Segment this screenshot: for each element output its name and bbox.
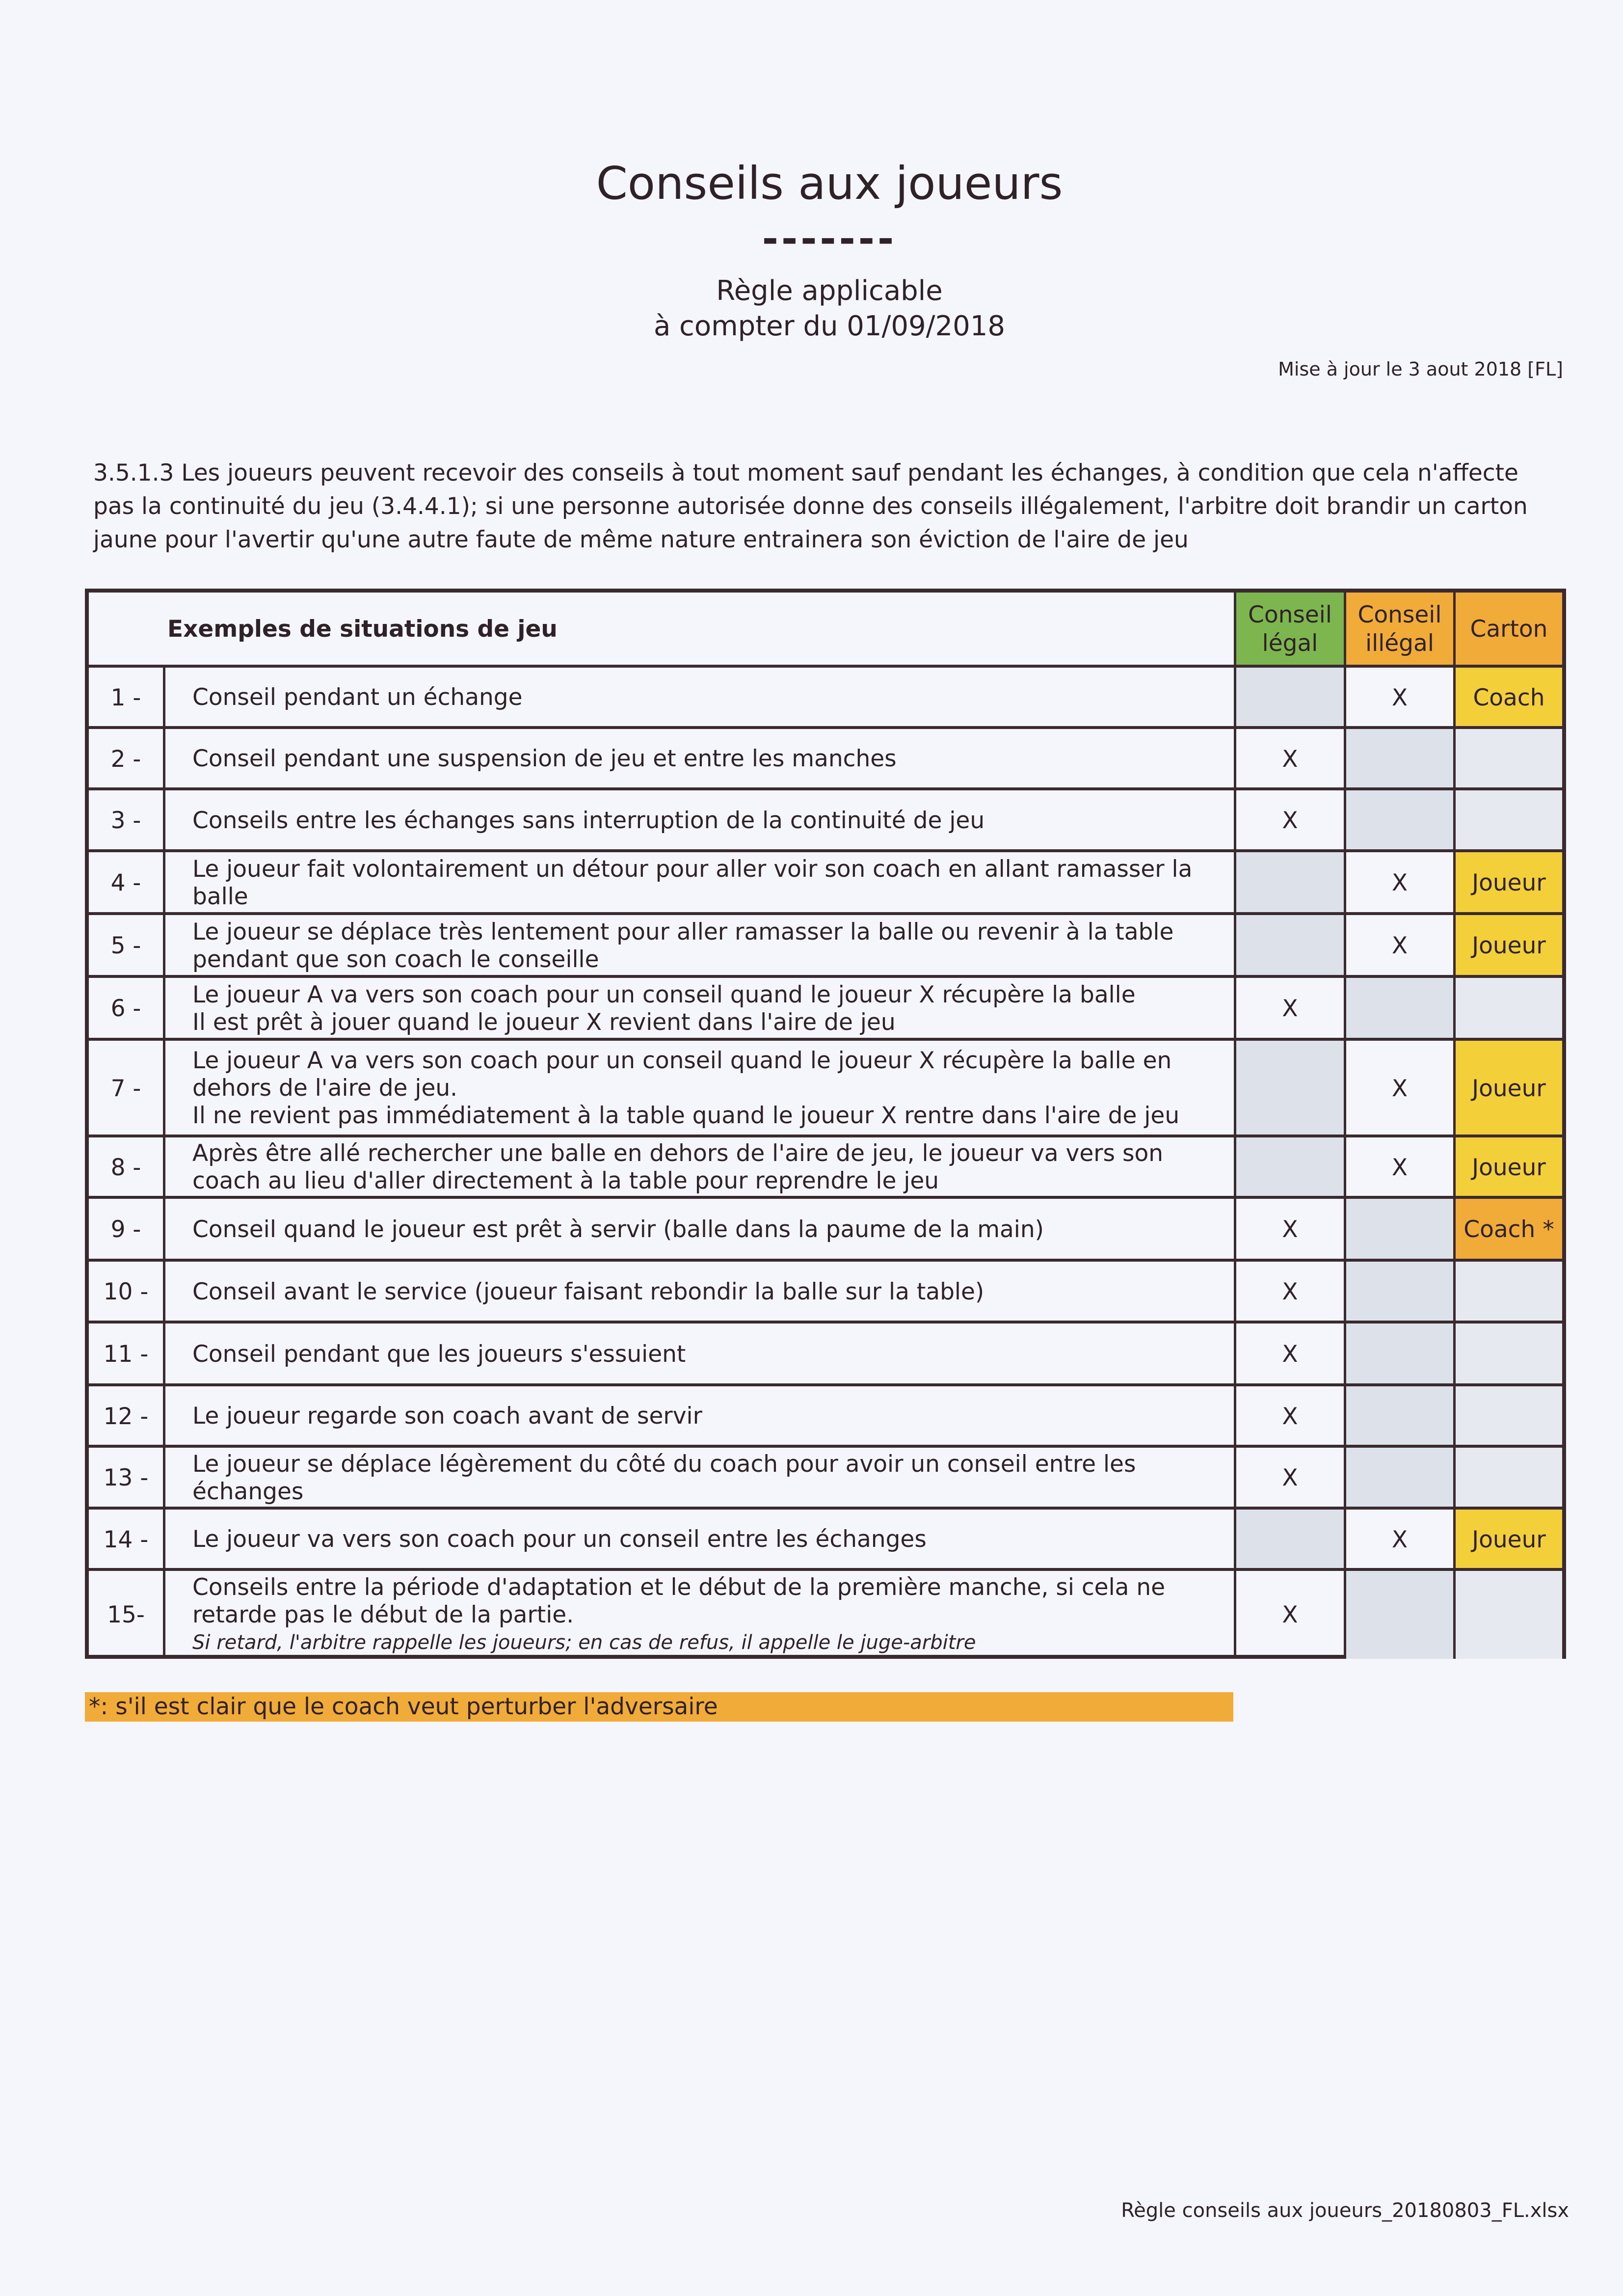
carton-badge: Joueur [1453,915,1562,976]
row-number: 9 - [89,1199,165,1260]
legal-mark: X [1234,1324,1344,1385]
legal-mark [1234,915,1344,976]
description-line: Conseil pendant une suspension de jeu et entre les manches [192,745,897,772]
description-line: Le joueur regarde son coach avant de servir [192,1403,702,1430]
carton-badge [1453,1386,1562,1446]
row-number: 12 - [89,1386,165,1446]
row-description [165,1041,1234,1136]
legal-mark: X [1234,729,1344,789]
carton-badge [1453,790,1562,851]
carton-badge: Joueur [1453,852,1562,914]
row-description [165,1137,1234,1197]
row-number: 3 - [89,790,165,851]
row-description [165,1262,1234,1322]
illegal-mark: X [1344,668,1453,728]
legal-mark: X [1234,978,1344,1039]
description-line: Il ne revient pas immédiatement à la table quand le joueur X rentre dans l'aire de jeu [192,1102,1180,1129]
illegal-mark [1344,978,1453,1039]
row-note: Si retard, l'arbitre rappelle les joueurs; en cas de refus, il appelle le juge-arbitre [192,1631,976,1654]
row-number: 1 - [89,668,165,728]
carton-badge: Coach [1453,668,1562,728]
row-description [165,1510,1234,1569]
carton-badge: Coach * [1453,1199,1562,1260]
file-name: Règle conseils aux joueurs_20180803_FL.xlsx [1121,2199,1569,2222]
header-carton: Carton [1453,593,1562,666]
row-number: 8 - [89,1137,165,1197]
illegal-mark [1344,1448,1453,1508]
carton-badge: Joueur [1453,1137,1562,1197]
row-number: 4 - [89,852,165,914]
illegal-mark: X [1344,1041,1453,1136]
carton-badge: Joueur [1453,1041,1562,1136]
legal-mark [1234,668,1344,728]
illegal-mark [1344,1262,1453,1322]
description-line: Conseil pendant un échange [192,684,523,711]
description-line: Après être allé rechercher une balle en dehors de l'aire de jeu, le joueur va vers son coach au lieu d'aller directement à la table pour reprendre le jeu [192,1140,1164,1194]
row-number: 15- [89,1571,165,1659]
header-legal: Conseil légal [1234,593,1344,666]
row-description [165,729,1234,789]
description-line: Conseils entre la période d'adaptation et le début de la première manche, si cela ne retarde pas le début de la partie. [192,1573,1166,1628]
illegal-mark [1344,1324,1453,1385]
legal-mark [1234,852,1344,914]
illegal-mark [1344,1571,1453,1659]
description-line: Conseil avant le service (joueur faisant rebondir la balle sur la table) [192,1278,984,1305]
legal-mark: X [1234,1199,1344,1260]
legal-mark: X [1234,1571,1344,1659]
carton-badge [1453,1448,1562,1508]
row-number: 5 - [89,915,165,976]
header-divider [85,665,1566,668]
description-line: Le joueur A va vers son coach pour un conseil quand le joueur X récupère la balle [192,981,1136,1008]
illegal-mark [1344,790,1453,851]
header-examples: Exemples de situations de jeu [167,616,558,643]
row-description [165,1571,1234,1659]
illegal-mark: X [1344,852,1453,914]
intro-paragraph: 3.5.1.3 Les joueurs peuvent recevoir des conseils à tout moment sauf pendant les échanges, à condition que cela n'affecte pas la continuité du jeu (3.4.4.1); si une personne autorisée donne des conseils illégalement, l'arbitre doit brandir un carton jaune pour l'avertir qu'une autre faute de même nature entrainera son éviction de l'aire de jeu [93,459,1528,553]
row-number: 11 - [89,1324,165,1385]
carton-badge [1453,1571,1562,1659]
legal-mark: X [1234,1386,1344,1446]
row-description [165,1448,1234,1508]
row-number: 10 - [89,1262,165,1322]
row-description [165,1199,1234,1260]
row-description [165,668,1234,728]
description-line: Le joueur se déplace très lentement pour aller ramasser la balle ou revenir à la table pendant que son coach le conseille [192,918,1174,973]
row-number: 13 - [89,1448,165,1508]
illegal-mark: X [1344,1510,1453,1569]
description-line: Le joueur se déplace légèrement du côté du coach pour avoir un conseil entre les échanges [192,1450,1136,1505]
row-description [165,978,1234,1039]
page-title: Conseils aux joueurs [596,157,1063,210]
rule-line-1: Règle applicable [716,275,943,307]
row-number: 7 - [89,1041,165,1136]
carton-badge: Joueur [1453,1510,1562,1569]
row-number: 14 - [89,1510,165,1569]
legal-mark [1234,1137,1344,1197]
row-number: 2 - [89,729,165,789]
row-description [165,1386,1234,1446]
description-line: Le joueur fait volontairement un détour pour aller voir son coach en allant ramasser la balle [192,855,1193,910]
legal-mark: X [1234,1262,1344,1322]
carton-badge [1453,729,1562,789]
illegal-mark [1344,1199,1453,1260]
title-separator: ------- [762,216,897,262]
carton-badge [1453,1324,1562,1385]
description-line: Conseil quand le joueur est prêt à servir (balle dans la paume de la main) [192,1216,1044,1243]
carton-badge [1453,1262,1562,1322]
footnote: *: s'il est clair que le coach veut perturber l'adversaire [85,1692,1233,1722]
row-description [165,852,1234,914]
description-line: Conseils entre les échanges sans interruption de la continuité de jeu [192,807,985,834]
row-description [165,1324,1234,1385]
legal-mark [1234,1510,1344,1569]
description-line: Le joueur A va vers son coach pour un conseil quand le joueur X récupère la balle en dehors de l'aire de jeu. [192,1047,1172,1102]
rule-line-2: à compter du 01/09/2018 [653,310,1006,342]
legal-mark: X [1234,1448,1344,1508]
illegal-mark [1344,1386,1453,1446]
description-line: Il est prêt à jouer quand le joueur X revient dans l'aire de jeu [192,1008,896,1036]
legal-mark [1234,1041,1344,1136]
update-note: Mise à jour le 3 aout 2018 [FL] [1278,358,1563,380]
illegal-mark [1344,729,1453,789]
row-number: 6 - [89,978,165,1039]
description-line: Le joueur va vers son coach pour un conseil entre les échanges [192,1526,927,1553]
row-description [165,790,1234,851]
header-illegal: Conseil illégal [1344,593,1453,666]
carton-badge [1453,978,1562,1039]
description-line: Conseil pendant que les joueurs s'essuient [192,1340,686,1368]
illegal-mark: X [1344,1137,1453,1197]
illegal-mark: X [1344,915,1453,976]
row-description [165,915,1234,976]
legal-mark: X [1234,790,1344,851]
